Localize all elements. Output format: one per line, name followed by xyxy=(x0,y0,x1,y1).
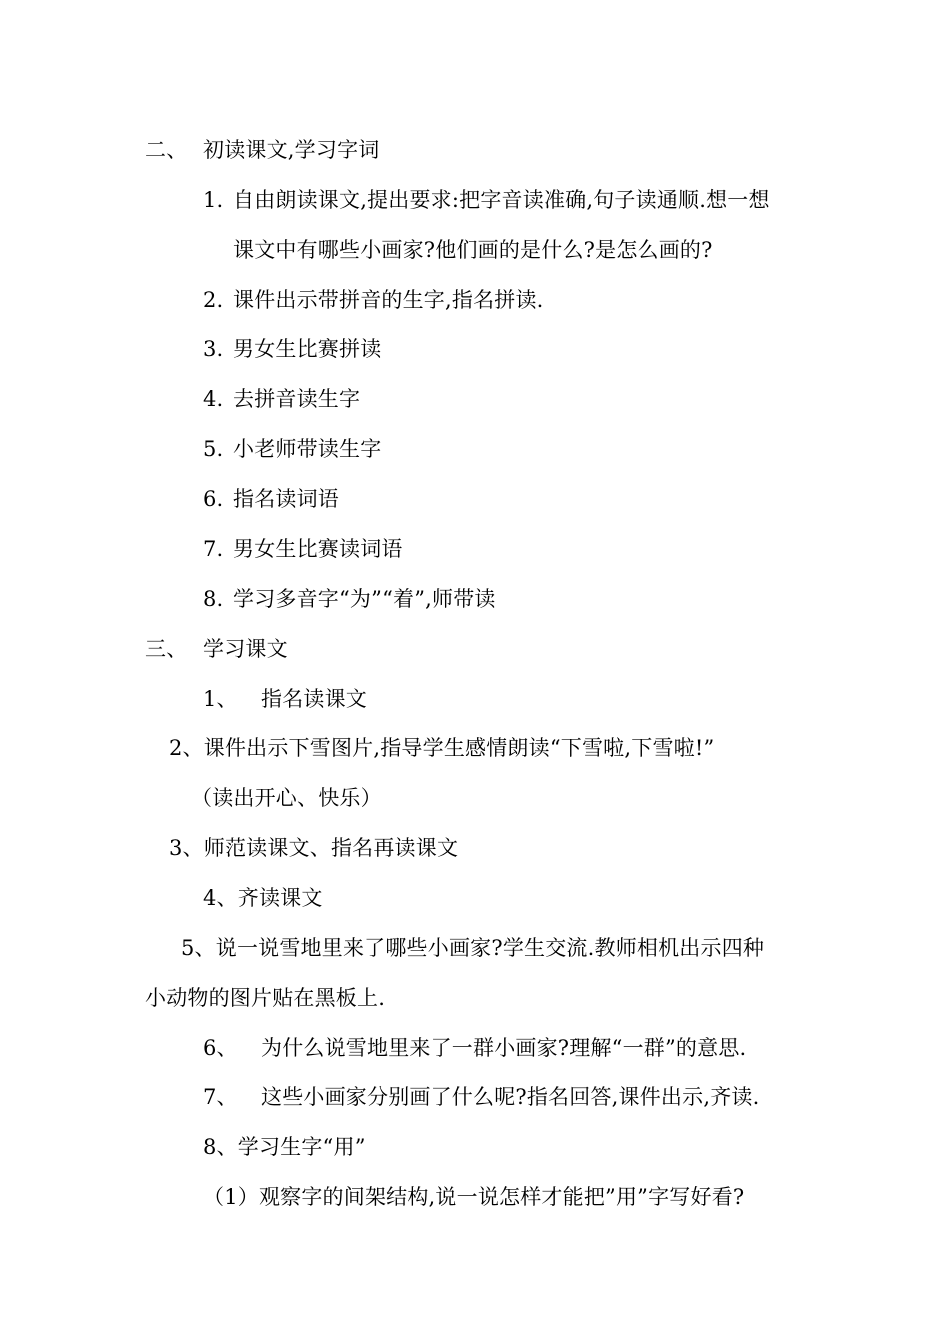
section-number: 二、 xyxy=(145,138,188,162)
item-text: 指名读课文 xyxy=(261,687,367,711)
s3-item-8: 8、学习生字“用” xyxy=(203,1135,366,1159)
section-heading-3 xyxy=(145,635,288,663)
item-text: 男女生比赛拼读 xyxy=(233,337,382,361)
item-text: 指名读词语 xyxy=(233,487,339,511)
item-number: 1、 xyxy=(203,687,238,711)
list-item-6 xyxy=(203,485,339,513)
item-number: 5. xyxy=(203,437,224,461)
s3-item-8-sub-1: （1）观察字的间架结构,说一说怎样才能把”用”字写好看? xyxy=(203,1185,745,1209)
item-text: 学习多音字“为”“着”,师带读 xyxy=(233,587,496,611)
list-item-4 xyxy=(203,385,360,413)
s3-item-2-continuation: （读出开心、快乐） xyxy=(191,786,382,810)
list-item-2 xyxy=(203,286,544,314)
item-text: 为什么说雪地里来了一群小画家?理解“一群”的意思. xyxy=(261,1036,747,1060)
item-text: 自由朗读课文,提出要求:把字音读准确,句子读通顺.想一想 xyxy=(233,188,770,212)
item-number: 6、 xyxy=(203,1036,238,1060)
list-item-8 xyxy=(203,585,496,613)
item-text: 去拼音读生字 xyxy=(233,387,361,411)
item-number: 2. xyxy=(203,288,224,312)
item-number: 3. xyxy=(203,337,224,361)
s3-item-6 xyxy=(203,1034,746,1062)
s3-item-5: 5、说一说雪地里来了哪些小画家?学生交流.教师相机出示四种 xyxy=(181,936,765,960)
list-item-1-continuation: 课文中有哪些小画家?他们画的是什么?是怎么画的? xyxy=(233,238,713,262)
list-item-1 xyxy=(203,186,770,214)
s3-item-5-continuation: 小动物的图片贴在黑板上. xyxy=(145,986,386,1010)
item-text: 课件出示带拼音的生字,指名拼读. xyxy=(233,288,544,312)
s3-item-7 xyxy=(203,1083,759,1111)
section-heading-2 xyxy=(145,136,379,164)
item-number: 7、 xyxy=(203,1085,238,1109)
item-number: 4. xyxy=(203,387,224,411)
list-item-3 xyxy=(203,335,381,363)
item-number: 1. xyxy=(203,188,224,212)
item-number: 7. xyxy=(203,537,224,561)
item-text: 男女生比赛读词语 xyxy=(233,537,403,561)
section-title: 初读课文,学习字词 xyxy=(203,138,380,162)
section-title: 学习课文 xyxy=(203,637,288,661)
list-item-5 xyxy=(203,435,381,463)
item-text: 小老师带读生字 xyxy=(233,437,382,461)
s3-item-3: 3、师范读课文、指名再读课文 xyxy=(169,836,459,860)
list-item-7 xyxy=(203,535,403,563)
s3-item-1 xyxy=(203,685,367,713)
item-text: 这些小画家分别画了什么呢?指名回答,课件出示,齐读. xyxy=(261,1085,760,1109)
s3-item-4: 4、齐读课文 xyxy=(203,886,323,910)
s3-item-2: 2、课件出示下雪图片,指导学生感情朗读“下雪啦,下雪啦!” xyxy=(169,736,715,760)
item-number: 6. xyxy=(203,487,224,511)
section-number: 三、 xyxy=(145,637,188,661)
item-number: 8. xyxy=(203,587,224,611)
